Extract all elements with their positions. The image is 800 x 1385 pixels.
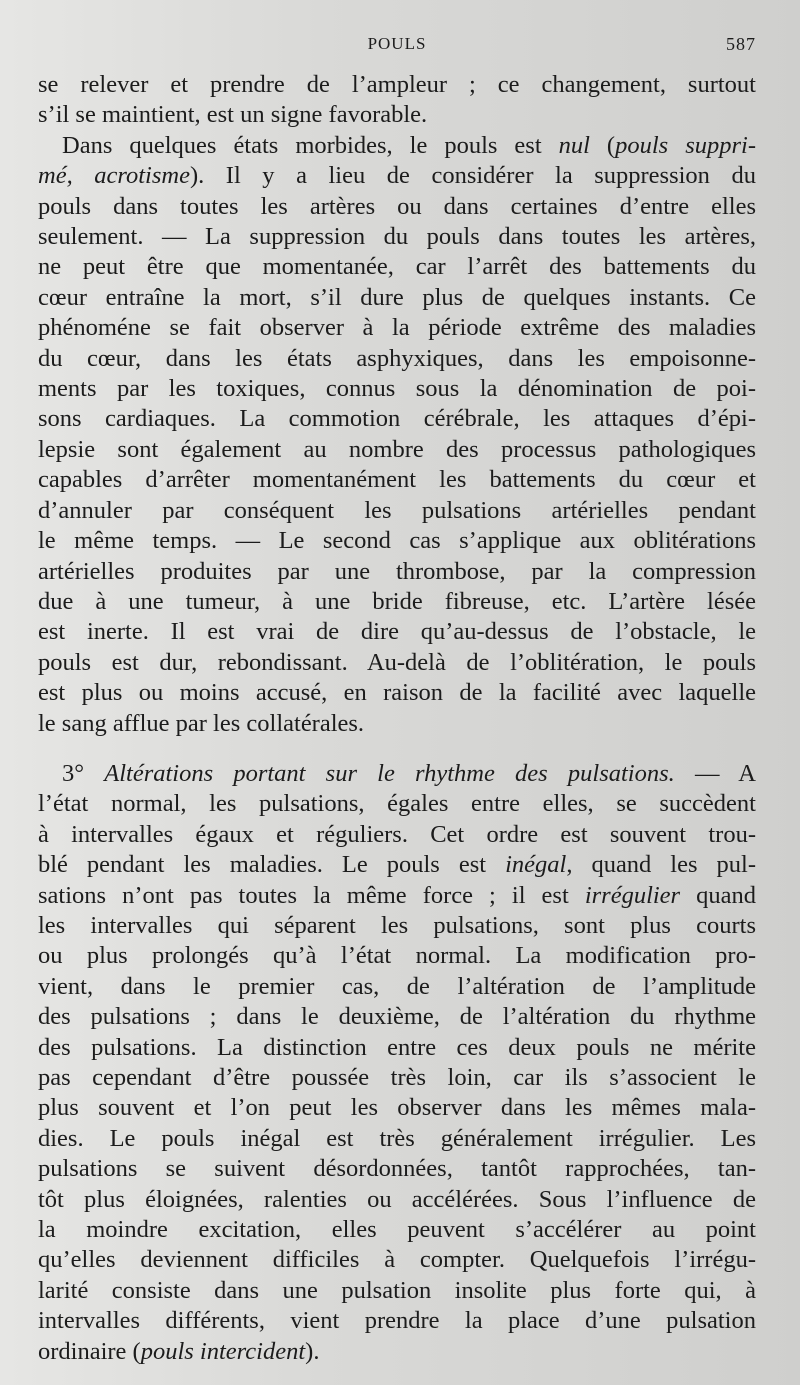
text-line: sations n’ont pas toutes la même force ; il est irrégulier quand xyxy=(38,881,757,909)
text-line: pouls est dur, rebondissant. Au-delà de l’oblitération, le pouls xyxy=(38,648,756,676)
text-line: les intervalles qui séparent les pulsations, sont plus courts xyxy=(38,911,756,939)
text-line: tôt plus éloignées, ralenties ou accélérées. Sous l’influence de xyxy=(38,1185,756,1213)
page-number: 587 xyxy=(726,34,756,54)
running-head xyxy=(38,34,756,58)
text-line: pas cependant d’être poussée très loin, car ils s’associent le xyxy=(38,1064,756,1091)
text-line: ou plus prolongés qu’à l’état normal. La modification pro- xyxy=(38,942,756,970)
text-line: seulement. — La suppression du pouls dans toutes les artères, xyxy=(38,223,756,251)
text-line: ordinaire (pouls intercident). xyxy=(38,1337,320,1365)
text-line: Dans quelques états morbides, le pouls est nul (pouls suppri- xyxy=(62,131,756,159)
text-line: dies. Le pouls inégal est très généralement irrégulier. Les xyxy=(38,1124,756,1152)
text-line: vient, dans le premier cas, de l’altération de l’amplitude xyxy=(38,972,756,1000)
text-line: est plus ou moins accusé, en raison de la facilité avec laquelle xyxy=(38,679,756,707)
section-heading: Altérations portant sur le rhythme des pulsations. xyxy=(104,759,675,787)
text-line: larité consiste dans une pulsation insolite plus forte qui, à xyxy=(38,1276,756,1304)
text-line: d’annuler par conséquent les pulsations artérielles pendant xyxy=(38,496,756,524)
text-line: du cœur, dans les états asphyxiques, dans les empoisonne- xyxy=(38,344,756,372)
text-line: capables d’arrêter momentanément les battements du cœur et xyxy=(38,466,756,494)
text-line: intervalles différents, vient prendre la place d’une pulsation xyxy=(38,1307,756,1335)
text-line: ments par les toxiques, connus sous la dénomination de poi- xyxy=(38,375,756,403)
text-line: pouls dans toutes les artères ou dans certaines d’entre elles xyxy=(38,192,756,220)
text-line: cœur entraîne la mort, s’il dure plus de quelques instants. Ce xyxy=(38,283,756,311)
text-line: s’il se maintient, est un signe favorable. xyxy=(38,101,428,129)
text-line: plus souvent et l’on peut les observer dans les mêmes mala- xyxy=(38,1094,756,1122)
text-line: des pulsations ; dans le deuxième, de l’altération du rhythme xyxy=(38,1003,756,1031)
text-line: qu’elles deviennent difficiles à compter. Quelquefois l’irrégu- xyxy=(38,1246,756,1274)
section-heading-line: 3° Altérations portant sur le rhythme des pulsations. — A xyxy=(62,759,756,787)
text-line: blé pendant les maladies. Le pouls est inégal, quand les pul- xyxy=(38,851,756,879)
text-line: due à une tumeur, à une bride fibreuse, etc. L’artère lésée xyxy=(38,587,756,615)
text-line: ne peut être que momentanée, car l’arrêt des battements du xyxy=(38,253,756,281)
text-line: phénoméne se fait observer à la période extrême des maladies xyxy=(38,314,756,342)
text-line: des pulsations. La distinction entre ces deux pouls ne mérite xyxy=(38,1033,756,1061)
text-line: artérielles produites par une thrombose, par la compression xyxy=(38,557,756,585)
text-line: mé, acrotisme). Il y a lieu de considérer la suppression du xyxy=(38,162,756,190)
text-line: le sang afflue par les collatérales. xyxy=(38,709,365,737)
text-line: à intervalles égaux et réguliers. Cet ordre est souvent trou- xyxy=(38,820,756,848)
text-line: l’état normal, les pulsations, égales entre elles, se succèdent xyxy=(38,790,756,818)
text-line: est inerte. Il est vrai de dire qu’au-dessus de l’obstacle, le xyxy=(38,618,756,646)
text-line: pulsations se suivent désordonnées, tantôt rapprochées, tan- xyxy=(38,1155,756,1183)
text-line: lepsie sont également au nombre des processus pathologiques xyxy=(38,435,756,463)
text-line: se relever et prendre de l’ampleur ; ce changement, surtout xyxy=(38,71,756,98)
running-title: POULS xyxy=(367,34,427,53)
body-text xyxy=(38,70,756,1367)
text-line: la moindre excitation, elles peuvent s’accélérer au point xyxy=(38,1216,756,1244)
text-line: le même temps. — Le second cas s’applique aux oblitérations xyxy=(38,527,756,555)
text-line: sons cardiaques. La commotion cérébrale, les attaques d’épi- xyxy=(38,405,756,433)
